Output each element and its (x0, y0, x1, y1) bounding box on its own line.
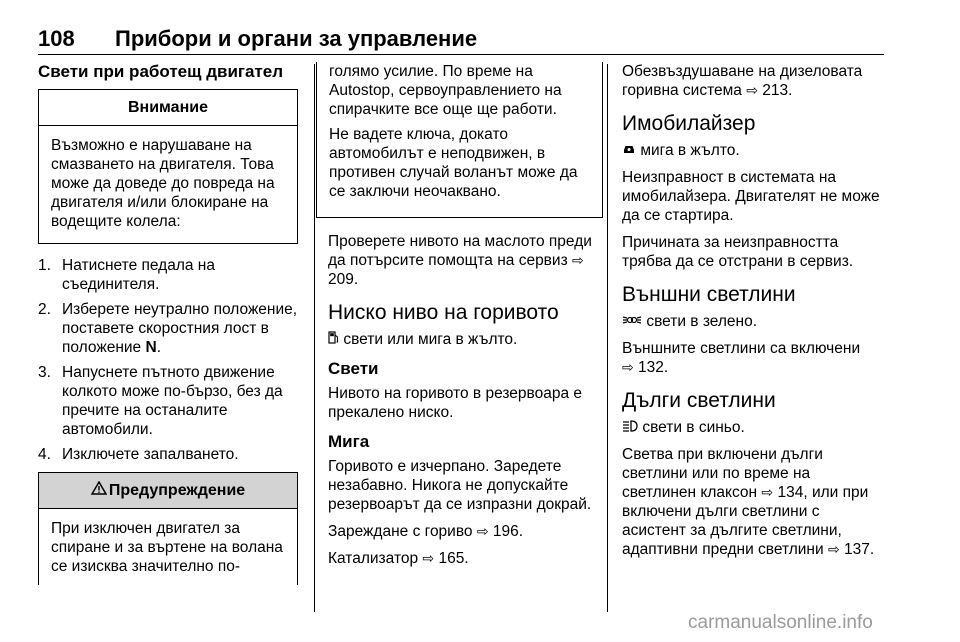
deaeration-reference: Обезвъздушаване на дизеловата горивна система ⇨ 213. (622, 63, 863, 99)
heading-exterior-lights: Външни светлини (622, 283, 796, 306)
warning-continued-text-2: Не вадете ключа, докато автомобилът е неподвижен, в противен случай воланът може да се заключи неочаквано. (329, 126, 578, 200)
reference-arrow-icon: ⇨ (622, 359, 634, 375)
list-item: 4. Изключете запалването. (38, 446, 239, 463)
page-link[interactable]: 196. (492, 523, 524, 540)
attention-text: Възможно е нарушаване на смазването на двигателя. Това може да доведе до повреда на двигателя и/или блокиране на водещите колела: (51, 137, 275, 230)
attention-title: Внимание (39, 90, 297, 126)
reference-arrow-icon: ⇨ (827, 541, 840, 557)
list-item: 2. Изберете неутрално положение, поставете скоростния лост в положение N. (38, 301, 298, 356)
exterior-lights-icon (622, 312, 642, 331)
exterior-lights-text: Външните светлини са включени ⇨ 132. (622, 340, 861, 376)
page-header (38, 26, 884, 55)
fuel-indicator-text: свети или мига в жълто. (328, 330, 600, 349)
immobilizer-indicator-text: мига в жълто. (622, 141, 886, 160)
reference-arrow-icon: ⇨ (746, 82, 758, 98)
fuel-blink-text: Горивото е изчерпано. Заредете незабавно. Никога не допускайте резервоарът да се изпразни докрай. (328, 458, 592, 513)
page-link[interactable]: 132. (638, 359, 669, 376)
heading-low-fuel: Ниско ниво на горивото (328, 301, 559, 324)
column-divider-2 (607, 64, 608, 612)
warning-box (38, 472, 298, 585)
fuel-pump-icon (328, 330, 339, 349)
watermark: carmanualsonline.info (688, 612, 873, 633)
warning-continued-text-1: голямо усилие. По време на Autostop, сервоуправлението на спирачките все още ще работи. (329, 63, 562, 118)
steps-list (38, 256, 298, 464)
reference-arrow-icon: ⇨ (476, 523, 489, 539)
heading-immobilizer: Имобилайзер (622, 112, 756, 135)
fuel-on-text: Нивото на горивото в резервоара е прекалено ниско. (328, 385, 583, 421)
page-link[interactable]: 137. (844, 541, 875, 558)
warning-triangle-icon (91, 481, 107, 500)
immobilizer-text-2: Причината за неизправността трябва да се отстрани в сервиз. (622, 234, 854, 270)
column-3 (622, 62, 886, 567)
immobilizer-text-1: Неизправност в системата на имобилайзера. Двигателят не може да се стартира. (622, 169, 880, 224)
section-title: Свети при работещ двигател (38, 62, 284, 81)
high-beam-indicator-text: свети в синьо. (622, 418, 886, 437)
page-link[interactable]: 213. (762, 82, 793, 99)
heading-blink: Мига (328, 432, 370, 451)
reference-arrow-icon: ⇨ (422, 550, 435, 566)
page-number: 108 (38, 26, 75, 51)
refuel-reference: Зареждане с гориво ⇨ 196. (328, 523, 524, 540)
page-link[interactable]: 165. (438, 550, 469, 567)
car-key-icon (622, 141, 636, 160)
exterior-lights-indicator-text: свети в зелено. (622, 312, 886, 331)
warning-text: При изключен двигател за спиране и за въртене на волана се изисква значително по- (51, 520, 283, 575)
column-2 (328, 62, 600, 576)
warning-box-continued (316, 62, 603, 218)
oil-check-text: Проверете нивото на маслото преди да потърсите помощта на сервиз ⇨ 209. (328, 233, 592, 288)
page-title: Прибори и органи за управление (115, 26, 478, 51)
column-divider-1 (314, 64, 315, 612)
reference-arrow-icon: ⇨ (572, 252, 584, 268)
heading-on: Свети (328, 359, 379, 378)
heading-high-beam: Дълги светлини (622, 389, 776, 412)
list-item: 1. Натиснете педала на съединителя. (38, 257, 215, 293)
attention-box (38, 89, 298, 244)
reference-arrow-icon: ⇨ (761, 484, 774, 500)
high-beam-text: Светва при включени дълги светлини или по време на светлинен клаксон ⇨ 134, или при включени дълги светлини с асистент за дългите светлини, адаптивни предни светлини ⇨ 137. (622, 446, 875, 558)
list-item: 3. Напуснете пътното движение колкото може по-бързо, без да пречите на останалите автомобили. (38, 364, 283, 438)
column-1 (38, 62, 298, 585)
page-link[interactable]: 209. (328, 271, 359, 288)
warning-title: Предупреждение (39, 473, 297, 509)
high-beam-icon (622, 418, 638, 437)
catalyst-reference: Катализатор ⇨ 165. (328, 550, 469, 567)
